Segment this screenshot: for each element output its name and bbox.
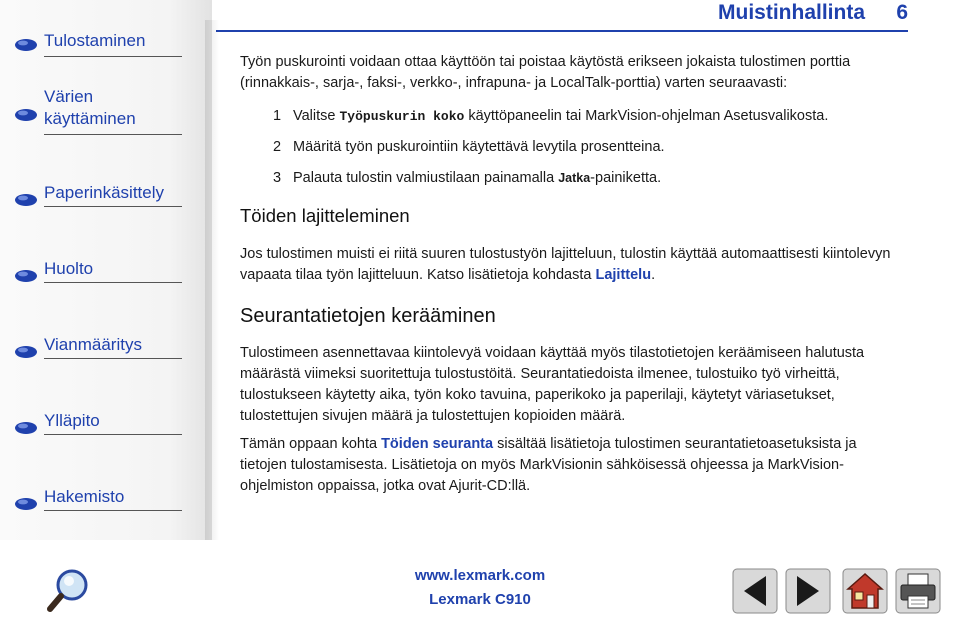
sidebar (0, 0, 212, 540)
sidebar-item-label: Tulostaminen (44, 31, 146, 50)
print-icon[interactable] (895, 568, 941, 614)
sidebar-item-label: Hakemisto (44, 487, 125, 506)
divider (44, 510, 182, 511)
section2-para1: Tulostimeen asennettavaa kiintolevyä voidaan käyttää myös tilastotietojen keräämiseen halutusta määrästä viimeksi suoritettuja tulostustöitä. Seurantatiedoista ilmenee, tulostuiko työ virheittä, tulostukseen käytetty aika, työn koko tavuina, paperikoko ja paperilaji, käytetyt väriasetukset, tulostettujen sivujen määrä ja tulostettujen kopioiden määrä. (240, 345, 865, 424)
sidebar-item-label: Ylläpito (44, 411, 100, 430)
body-text: sisältää lisätietoja tulostimen seurantatietoasetuksista ja tietojen tulostamisesta. Lisätietoja on myös MarkVisionin sähköisessä ohjeessa ja MarkVision-ohjelmiston oppaissa, jotka ovat Ajurit-CD:llä. (240, 436, 857, 494)
search-icon[interactable] (46, 568, 92, 614)
link-lajittelu[interactable]: Lajittelu (595, 267, 652, 283)
home-icon[interactable] (842, 568, 888, 614)
step-text: käyttöpaneelin tai MarkVision-ohjelman Asetusvalikosta. (464, 108, 829, 124)
bullet-icon (14, 269, 38, 283)
bullet-icon (14, 108, 38, 122)
body-text: . (651, 267, 656, 283)
step-1 (273, 106, 828, 127)
footer-url-link[interactable]: www.lexmark.com (414, 567, 546, 584)
step-text: Valitse (293, 108, 340, 124)
sidebar-item-label: Huolto (44, 259, 94, 278)
forward-arrow-icon[interactable] (785, 568, 831, 614)
section1-body (240, 244, 910, 286)
divider (44, 206, 182, 207)
divider (44, 134, 182, 135)
bullet-icon (14, 497, 38, 511)
bullet-icon (14, 421, 38, 435)
divider (44, 282, 182, 283)
footer-model: Lexmark C910 (429, 591, 531, 608)
button-name: Jatka (558, 171, 591, 185)
sidebar-item-label-line2: käyttäminen (44, 109, 136, 128)
section-heading-seurantatiedot: Seurantatietojen kerääminen (240, 305, 496, 327)
step-text: -painiketta. (590, 170, 662, 186)
step-text: Määritä työn puskurointiin käytettävä levytila prosentteina. (293, 139, 665, 155)
step-2 (273, 137, 665, 158)
intro-paragraph: Työn puskurointi voidaan ottaa käyttöön tai poistaa käytöstä erikseen jokaista tulostimen porttia (rinnakkais-, sarja-, faksi-, verkko-, infrapuna- ja LocalTalk-porttia) varten seuraavasti: (240, 54, 851, 91)
section-heading-lajitteleminen: Töiden lajitteleminen (240, 205, 410, 226)
back-arrow-icon[interactable] (732, 568, 778, 614)
step-number: 3 (273, 170, 282, 186)
step-number: 1 (273, 108, 282, 124)
bullet-icon (14, 345, 38, 359)
body-text: Jos tulostimen muisti ei riitä suuren tulostustyön lajitteluun, tulostin käyttää automaattisesti kiintolevyn vapaata tilaa työn lajitteluun. Katso lisätietoja kohdasta (240, 246, 891, 283)
page-number: 6 (896, 1, 908, 24)
sidebar-item-label-line1: Värien (44, 87, 94, 106)
link-toiden-seuranta[interactable]: Töiden seuranta (381, 436, 494, 452)
step-3 (273, 168, 661, 189)
sidebar-item-label: Paperinkäsittely (44, 183, 165, 202)
menu-setting-name: Työpuskurin koko (339, 109, 465, 124)
divider (44, 434, 182, 435)
bullet-icon (14, 38, 38, 52)
body-text: Tämän oppaan kohta (240, 436, 382, 452)
divider (44, 56, 182, 57)
header-rule (216, 30, 908, 32)
step-number: 2 (273, 139, 282, 155)
sidebar-item-label: Vianmääritys (44, 335, 142, 354)
bullet-icon (14, 193, 38, 207)
page-title: Muistinhallinta (718, 1, 865, 24)
sidebar-shadow (205, 20, 219, 540)
section2-para2 (240, 434, 860, 497)
divider (44, 358, 182, 359)
step-text: Palauta tulostin valmiustilaan painamalla (293, 170, 559, 186)
